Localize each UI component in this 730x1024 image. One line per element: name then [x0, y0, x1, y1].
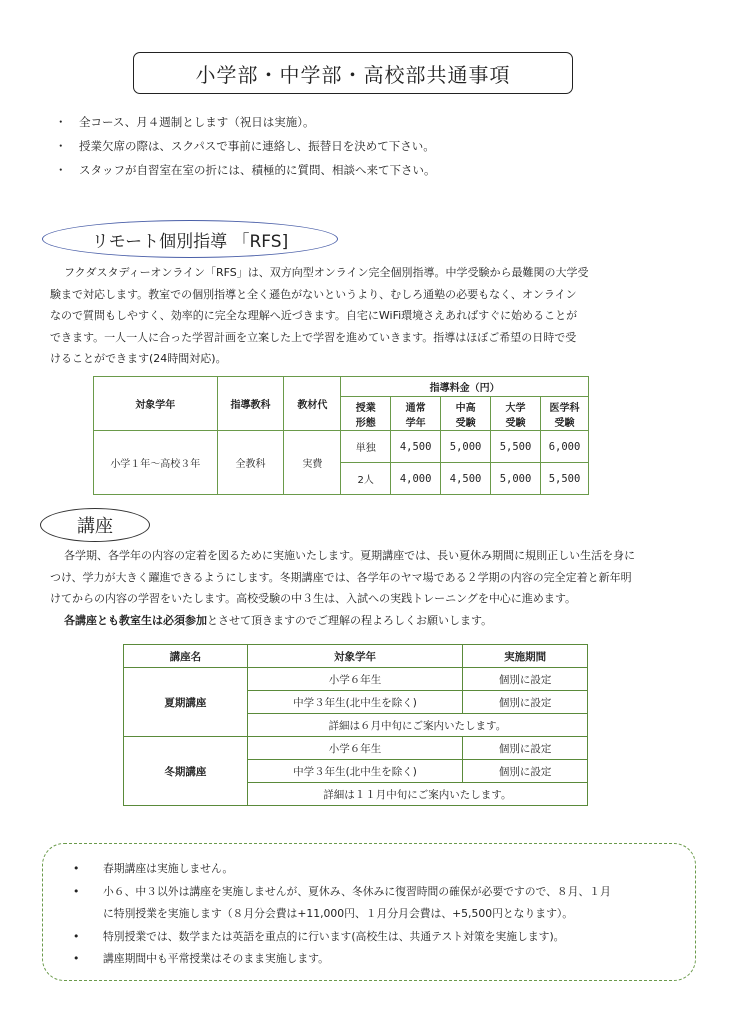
cell-target: 中学３年生(北中生を除く) [247, 691, 463, 714]
header-normal-line1: 通常 [405, 402, 426, 414]
cell-med: 6,000 [540, 431, 588, 463]
header-chuko [441, 397, 491, 431]
koza-section-heading [40, 508, 150, 542]
header-univ-line1: 大学 [505, 402, 526, 414]
list-item-continuation: に特別授業を実施します（８月分会費は+11,000円、１月分月会費は、+5,500円となります）。 [103, 907, 574, 920]
header-subject: 指導教科 [217, 377, 284, 431]
table-header-row [124, 645, 588, 668]
bullet-icon: • [73, 929, 80, 943]
common-rules-list [55, 110, 695, 182]
list-item [73, 881, 683, 904]
rfs-heading-text: リモート個別指導 「RFS] [91, 231, 289, 252]
header-normal [391, 397, 441, 431]
koza-table [123, 644, 588, 806]
cell-grade: 小学１年～高校３年 [94, 431, 218, 495]
list-item-text: スタッフが自習室在室の折には、積極的に質問、相談へ来て下さい。 [79, 163, 436, 177]
header-form [341, 397, 391, 431]
cell-detail: 詳細は６月中旬にご案内いたします。 [247, 714, 587, 737]
paragraph-line: 験まで対応します。教室での個別指導と全く遜色がないというより、むしろ通塾の必要もなく、オンライン [50, 287, 577, 301]
header-name: 講座名 [124, 645, 248, 668]
cell-univ: 5,500 [491, 431, 541, 463]
koza-notice-rest: とさせて頂きますのでご理解の程よろしくお願いします。 [207, 613, 493, 627]
header-fee: 指導料金（円） [341, 377, 589, 397]
cell-period: 個別に設定 [463, 691, 588, 714]
cell-subject: 全教科 [217, 431, 284, 495]
cell-period: 個別に設定 [463, 668, 588, 691]
header-univ [491, 397, 541, 431]
paragraph-line: けることができます(24時間対応)。 [50, 352, 227, 365]
list-item-text: 全コース、月４週制とします（祝日は実施）。 [79, 115, 315, 129]
header-normal-line2: 学年 [405, 417, 426, 429]
notes-list [73, 858, 683, 971]
paragraph-line: けてからの内容の学習をいたします。高校受験の中３生は、入試への実践トレーニングを中心に進めます。 [50, 592, 577, 605]
rfs-section-heading [42, 220, 338, 258]
cell-material: 実費 [284, 431, 341, 495]
header-med-line2: 受験 [554, 417, 575, 429]
page-title-text: 小学部・中学部・高校部共通事項 [195, 62, 511, 87]
header-grade: 対象学年 [94, 377, 218, 431]
list-item [73, 926, 683, 949]
list-item-text: 春期講座は実施しません。 [103, 862, 234, 875]
header-target: 対象学年 [247, 645, 463, 668]
list-item-text: 講座期間中も平常授業はそのまま実施します。 [103, 952, 329, 965]
list-item [73, 858, 683, 881]
header-form-line1: 授業 [355, 402, 376, 414]
koza-notice-bold: 各講座とも教室生は必須参加 [64, 613, 207, 627]
cell-med: 5,500 [540, 463, 588, 495]
header-form-line2: 形態 [355, 417, 376, 429]
list-item-text: 授業欠席の際は、スクパスで事前に連絡し、振替日を決めて下さい。 [79, 139, 435, 153]
list-item [73, 948, 683, 971]
rfs-fee-table [93, 376, 589, 495]
cell-summer-course: 夏期講座 [124, 668, 248, 737]
header-chuko-line2: 受験 [455, 417, 476, 429]
list-item-text: 特別授業では、数学または英語を重点的に行います(高校生は、共通テスト対策を実施します)。 [103, 929, 565, 943]
paragraph-line: フクダスタディーオンライン「RFS」は、双方向型オンライン完全個別指導。中学受験から最難関の大学受 [64, 266, 589, 279]
paragraph-line: つけ、学力が大きく躍進できるようにします。冬期講座では、各学年のヤマ場である２学期の内容の完全定着と新年明 [50, 570, 632, 584]
table-row [124, 668, 588, 691]
cell-period: 個別に設定 [463, 737, 588, 760]
rfs-description [50, 262, 640, 370]
header-chuko-line1: 中高 [455, 402, 476, 414]
koza-notice [50, 610, 700, 632]
cell-winter-course: 冬期講座 [124, 737, 248, 806]
page-title [133, 52, 573, 94]
cell-chuko: 5,000 [441, 431, 491, 463]
koza-description [50, 545, 700, 631]
cell-target: 小学６年生 [247, 737, 463, 760]
cell-normal: 4,000 [391, 463, 441, 495]
cell-form: 2人 [341, 463, 391, 495]
bullet-icon: ・ [55, 139, 67, 153]
cell-univ: 5,000 [491, 463, 541, 495]
header-period: 実施期間 [463, 645, 588, 668]
koza-heading-text: 講座 [77, 516, 113, 537]
cell-period: 個別に設定 [463, 760, 588, 783]
table-row [94, 431, 589, 463]
list-item-text: 小６、中３以外は講座を実施しませんが、夏休み、冬休みに復習時間の確保が必要ですので、８月、１月 [103, 884, 611, 898]
list-item [55, 110, 695, 134]
cell-chuko: 4,500 [441, 463, 491, 495]
cell-target: 小学６年生 [247, 668, 463, 691]
paragraph-line: 各学期、各学年の内容の定着を図るために実施いたします。夏期講座では、長い夏休み期間に規則正しい生活を身に [64, 549, 636, 562]
cell-detail: 詳細は１１月中旬にご案内いたします。 [247, 783, 587, 806]
list-item [55, 134, 695, 158]
header-med [540, 397, 588, 431]
header-med-line1: 医学科 [549, 402, 580, 414]
paragraph-line: できます。一人一人に合った学習計画を立案した上で学習を進めていきます。指導はほぼご希望の日時で受 [50, 330, 577, 344]
header-univ-line2: 受験 [505, 417, 526, 429]
paragraph-line: なので質問もしやすく、効率的に完全な理解へ近づきます。自宅にWiFi環境さえあればすぐに始めることが [50, 309, 578, 322]
bullet-icon: ・ [55, 115, 67, 129]
list-item [55, 158, 695, 182]
cell-form: 単独 [341, 431, 391, 463]
bullet-icon: • [73, 862, 80, 875]
cell-target: 中学３年生(北中生を除く) [247, 760, 463, 783]
bullet-icon: • [73, 884, 80, 898]
cell-normal: 4,500 [391, 431, 441, 463]
notes-box [42, 843, 696, 981]
bullet-icon: ・ [55, 163, 67, 177]
table-row [124, 737, 588, 760]
bullet-icon: • [73, 952, 80, 965]
header-material: 教材代 [284, 377, 341, 431]
